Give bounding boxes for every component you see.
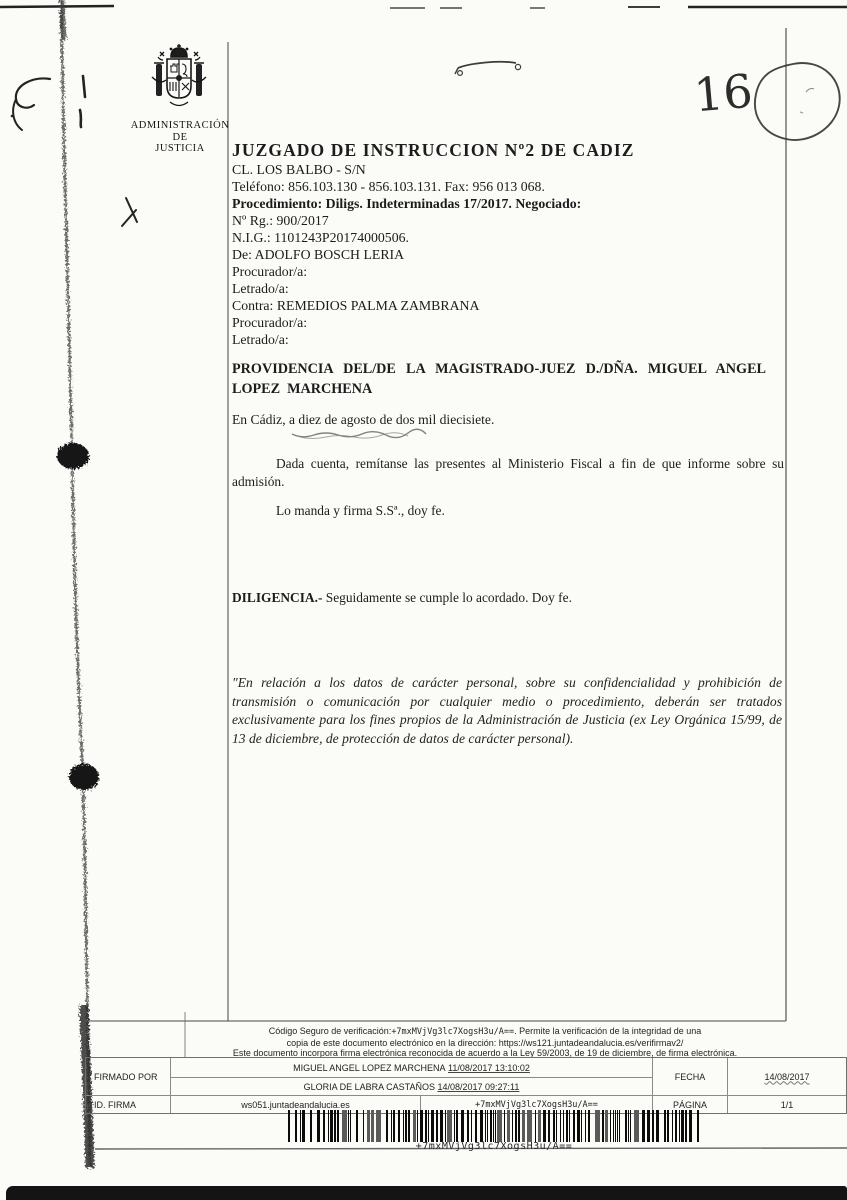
verification-line1-prefix: Código Seguro de verificación: bbox=[268, 1026, 392, 1036]
binding-band bbox=[57, 0, 99, 1168]
signer-row-2 bbox=[171, 1078, 653, 1096]
pagina-label: PÁGINA bbox=[653, 1096, 728, 1113]
closing-line: Lo manda y firma S.Sª., doy fe. bbox=[276, 503, 445, 518]
org-label bbox=[128, 120, 232, 155]
signer-1-name: MIGUEL ANGEL LOPEZ MARCHENA bbox=[293, 1062, 446, 1073]
diligencia-text: Seguidamente se cumple lo acordado. Doy fe. bbox=[325, 590, 572, 605]
fecha-value: 14/08/2017 bbox=[728, 1058, 846, 1096]
court-title: JUZGADO DE INSTRUCCION Nº2 DE CADIZ bbox=[232, 140, 635, 160]
date-line: En Cádiz, a diez de agosto de dos mil diecisiete. bbox=[232, 412, 495, 427]
signer-2-timestamp: 14/08/2017 09:27:11 bbox=[437, 1081, 520, 1092]
handwritten-page-number: 16 bbox=[691, 63, 755, 123]
signer-row-1 bbox=[171, 1058, 653, 1078]
verification-line-3: Este documento incorpora firma electrónica reconocida de acuerdo a la Ley 59/2003, de 19 de diciembre, de firma electrónica. bbox=[232, 1048, 738, 1059]
privacy-note: "En relación a los datos de carácter personal, sobre su confidencialidad y prohibición de transmisión o comunicación por cualquier medio o procedimiento, deberán ser tratados exclusivamente para los fines propios de la Administración de Justicia (ex Ley Orgánica 15/99, de 13 de diciembre, de protección de datos de carácter personal). bbox=[232, 675, 782, 746]
letrado-2: Letrado/a: bbox=[232, 332, 289, 347]
registry-number: Nº Rg.: 900/2017 bbox=[232, 213, 329, 228]
coat-of-arms-icon bbox=[140, 44, 218, 118]
pagina-value: 1/1 bbox=[780, 1099, 794, 1110]
procurador-2: Procurador/a: bbox=[232, 315, 308, 330]
nig-number: N.I.G.: 1101243P20174000506. bbox=[232, 230, 409, 245]
against-party: Contra: REMEDIOS PALMA ZAMBRANA bbox=[232, 298, 480, 313]
verification-line-1 bbox=[185, 1026, 785, 1038]
barcode bbox=[288, 1110, 700, 1142]
top-edge-line bbox=[0, 6, 847, 8]
pen-underline bbox=[292, 429, 426, 438]
diligencia-label: DILIGENCIA.- bbox=[232, 590, 323, 605]
diligencia-line bbox=[232, 590, 792, 606]
court-phone-fax: Teléfono: 856.103.130 - 856.103.131. Fax: 956 013 068. bbox=[232, 179, 545, 194]
org-line-3: JUSTICIA bbox=[155, 143, 205, 154]
verification-code: +7mxMVjVg3lc7XogsH3u/A== bbox=[391, 1027, 515, 1037]
verification-block bbox=[185, 1026, 785, 1059]
hand-circle bbox=[755, 63, 840, 140]
letrado-1: Letrado/a: bbox=[232, 281, 289, 296]
scan-bottom-bar bbox=[6, 1186, 847, 1200]
signature-table bbox=[85, 1057, 847, 1114]
org-line-1: ADMINISTRACIÓN bbox=[130, 120, 230, 131]
verification-line1-suffix: . Permite la verificación de la integridad de una bbox=[514, 1026, 702, 1036]
procurador-1: Procurador/a: bbox=[232, 264, 308, 279]
providencia-heading: PROVIDENCIA DEL/DE LA MAGISTRADO-JUEZ D./DÑA. MIGUEL ANGEL LOPEZ MARCHENA bbox=[232, 361, 766, 397]
verification-line-2: copia de este documento electrónico en la dirección: https://ws121.juntadeandalucia.es/verifirmav2/ bbox=[286, 1037, 684, 1048]
firmado-por-label: FIRMADO POR bbox=[86, 1058, 171, 1096]
id-firma-code: +7mxMVjVg3lc7XogsH3u/A== bbox=[421, 1096, 653, 1113]
pen-marks bbox=[11, 76, 137, 226]
from-party: De: ADOLFO BOSCH LERIA bbox=[232, 247, 405, 262]
signer-1-timestamp: 11/08/2017 13:10:02 bbox=[447, 1062, 530, 1073]
order-paragraph: Dada cuenta, remítanse las presentes al Ministerio Fiscal a fin de que informe sobre su admisión. bbox=[232, 456, 784, 489]
signer-2-name: GLORIA DE LABRA CASTAÑOS bbox=[303, 1081, 435, 1092]
staple-mark bbox=[455, 62, 521, 76]
court-address: CL. LOS BALBO - S/N bbox=[232, 162, 366, 177]
procedure-line: Procedimiento: Diligs. Indeterminadas 17/2017. Negociado: bbox=[232, 196, 582, 211]
id-firma-server: ws051.juntadeandalucia.es bbox=[171, 1096, 421, 1113]
letterhead bbox=[232, 139, 792, 348]
id-firma-label: ID. FIRMA bbox=[86, 1096, 171, 1113]
org-line-2: DE bbox=[172, 131, 188, 143]
barcode-caption: +7mxMVjVg3lc7XogsH3u/A== bbox=[415, 1141, 573, 1152]
fecha-label: FECHA bbox=[653, 1058, 728, 1096]
